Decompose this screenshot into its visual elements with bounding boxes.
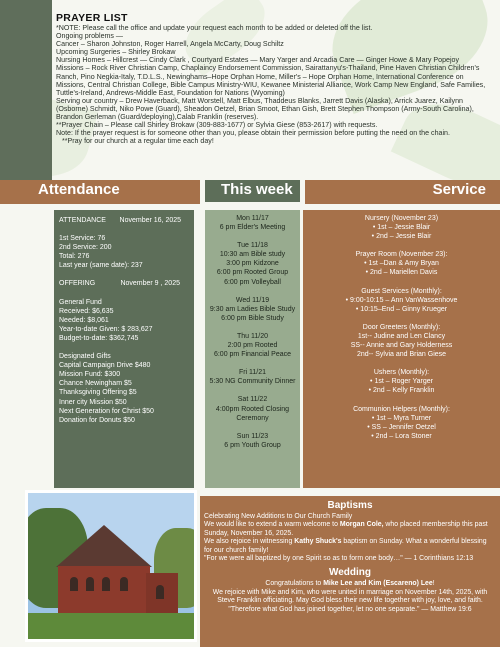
- event-day: Wed 11/19: [235, 296, 270, 304]
- service-group: [306, 405, 497, 441]
- week-event: [207, 332, 298, 359]
- event-detail: 4:00pm Rooted Closing: [215, 405, 290, 413]
- event-day: Sat 11/22: [237, 396, 268, 404]
- service-assignment: SS-- Annie and Gary Holderness: [350, 342, 453, 350]
- offering-date-line: OFFERING November 9 , 2025: [59, 280, 180, 288]
- this-week-panel: [205, 210, 300, 488]
- prayer-line: Serving our country – Drew Haverback, Matt Worstell, Matt Elbus, Thaddeus Blanks, Jarrett Davis (Alaska), Arrick Juarez, Kailynn (Osborne) Schmidt, Niko Powe (Guard), Sheadon Oetzel, Brian Smoot, Ethan Gish, Brett Stephen Thompson (Army-South Carolina), Brandon Gerleman (Guard/deploying),Calab Franklin (reserves).: [56, 96, 474, 122]
- fund-line: Year-to-date Given: $ 283,627: [59, 325, 153, 333]
- attendance-line: Total: 276: [59, 253, 90, 261]
- service-assignment: • 1st – Roger Yarger: [370, 378, 433, 386]
- prayer-list-title: PRAYER LIST: [56, 12, 128, 24]
- event-detail: 3:00 pm Kidzone: [226, 260, 279, 268]
- this-week-header: [205, 180, 300, 202]
- service-assignment: • 1st – Jessie Blair: [372, 224, 431, 232]
- week-event: [207, 296, 298, 323]
- week-event: [207, 395, 298, 422]
- fund-line: Received: $6,635: [59, 307, 114, 315]
- fund-line: Needed: $8,061: [59, 316, 109, 324]
- prayer-list-section: [56, 12, 492, 145]
- gift-line: Donation for Donuts $50: [59, 416, 135, 424]
- announcements-panel: [200, 496, 500, 647]
- event-detail: 5:30 NG Community Dinner: [209, 378, 296, 386]
- prayer-line: Ongoing problems —: [56, 32, 124, 41]
- event-day: Sun 11/23: [236, 432, 269, 440]
- gift-line: Designated Gifts: [59, 353, 111, 361]
- attendance-line: Last year (same date): 237: [59, 262, 143, 270]
- prayer-line: Cancer – Sharon Johnston, Roger Harrell, Angela McCarty, Doug Schiltz: [56, 40, 284, 49]
- attendance-line: 2nd Service: 200: [59, 244, 112, 252]
- service-panel: [303, 210, 500, 488]
- service-assignment: • 1st –Dan & Amy Bryan: [364, 260, 439, 268]
- attendance-date-line: ATTENDANCE November 16, 2025: [59, 217, 182, 224]
- gift-line: Chance Newingham $5: [59, 380, 132, 388]
- event-detail: Ceremony: [236, 414, 269, 422]
- this-week-heading: This week: [221, 181, 293, 198]
- week-event: [207, 214, 298, 232]
- service-assignment: 1st-- Judine and Len Clancy: [357, 332, 446, 340]
- general-fund: [59, 298, 189, 343]
- attendance-panel: [54, 210, 194, 488]
- service-group: [306, 368, 497, 395]
- service-assignment: • 1st – Myra Turner: [371, 414, 432, 422]
- gift-line: Mission Fund: $300: [59, 371, 121, 379]
- service-group: [306, 287, 497, 314]
- wedding-message: We rejoice with Mike and Kim, who were united in marriage on November 14th, 2025, with Steve Franklin officiating. May God bless their new life together with joy, love, and faith.: [212, 588, 488, 605]
- fund-line: Budget-to-date: $362,745: [59, 334, 139, 342]
- service-group-title: Guest Services (Monthly):: [361, 287, 442, 295]
- attendance-header: [0, 180, 200, 204]
- attendance-line: 1st Service: 76: [59, 235, 106, 243]
- event-day: Fri 11/21: [238, 369, 267, 377]
- gift-line: Next Generation for Christ $50: [59, 407, 154, 415]
- event-detail: 6:00 pm Financial Peace: [213, 351, 292, 359]
- baptisms-intro: Celebrating New Additions to Our Church Family: [204, 513, 353, 520]
- wedding-congrats: Congratulations to Mike Lee and Kim (Escareno) Lee!: [265, 580, 435, 588]
- designated-gifts: [59, 352, 189, 425]
- week-event: [207, 241, 298, 286]
- baptisms-welcome: We would like to extend a warm welcome to Morgan Cole, who placed membership this past Sunday, November 16, 2025.: [204, 521, 488, 537]
- service-group: [306, 323, 497, 359]
- service-assignment: • 2nd – Jessie Blair: [371, 233, 432, 241]
- week-event: [207, 432, 298, 450]
- event-day: Mon 11/17: [236, 215, 269, 222]
- service-assignment: • SS – Jennifer Oetzel: [367, 423, 436, 431]
- service-assignment: • 2nd – Lora Stoner: [371, 432, 432, 440]
- wedding-verse: "Therefore what God has joined together, let no one separate." — Matthew 19:6: [228, 605, 472, 613]
- baptisms-rejoice: We also rejoice in witnessing Kathy Shuck's baptism on Sunday. What a wonderful blessing for our church family!: [204, 538, 487, 554]
- prayer-line: *NOTE: Please call the office and update your request each month to be added or deleted off the list.: [56, 24, 373, 32]
- service-assignment: • 10:15–End – Ginny Krueger: [355, 305, 448, 313]
- baptisms-title: Baptisms: [327, 500, 373, 511]
- prayer-line: Upcoming Surgeries – Shirley Brokaw: [56, 48, 176, 57]
- service-assignment: • 9:00-10:15 – Ann VanWassenhove: [345, 296, 458, 304]
- event-detail: 6:00 pm Rooted Group: [216, 269, 289, 277]
- wedding-title: Wedding: [328, 567, 372, 579]
- prayer-line: **Pray for our church at a regular time each day!: [62, 137, 214, 146]
- service-group-title: Communion Helpers (Monthly):: [353, 405, 450, 413]
- service-assignment: 2nd-- Sylvia and Brian Giese: [356, 351, 447, 359]
- event-detail: 10:30 am Bible study: [219, 251, 286, 259]
- left-decorative-strip: [0, 0, 52, 180]
- service-group-title: Nursery (November 23): [364, 215, 439, 222]
- service-group-title: Ushers (Monthly):: [373, 369, 430, 377]
- church-photo: [25, 490, 197, 642]
- prayer-line: Missions – Rock River Christian Camp, Chaplaincy Endorsement Commission, Sairattanyu's-Thailand, Pine Haven Christian Children's Ranch, Pino Negkia-Italy, T.D.L.S., Newinghams–Hope Orphan Home, Miller's – Hope Orphan Home, International Conference on Missions, Central Christian College, Bible Campus Ministry-WIU, Kewanee Ministerial Alliance, Work Camp New England, Safe Families, Tuttle's-Ireland, Andrews-Middle East, Foundation for Nations (Wyoming): [56, 64, 486, 97]
- baptisms-verse: "For we were all baptized by one Spirit so as to form one body…" — 1 Corinthians 12:13: [204, 555, 474, 563]
- service-heading: Service: [432, 181, 486, 198]
- gift-line: Capital Campaign Drive $480: [59, 362, 151, 370]
- service-group: [306, 214, 497, 241]
- event-detail: 6 pm Elder's Meeting: [219, 224, 286, 232]
- gift-line: Inner city Mission $50: [59, 398, 127, 406]
- prayer-line: Note: If the prayer request is for someone other than you, please obtain their permission before putting the need on the chain.: [56, 129, 450, 138]
- attendance-stats: [59, 234, 189, 270]
- prayer-line: Nursing Homes – Hillcrest — Cindy Clark , Courtyard Estates — Mary Yarger and Arcadia Care — Ginger Howe & Mary Popejoy: [56, 56, 460, 65]
- week-event: [207, 368, 298, 386]
- service-header: [305, 180, 500, 204]
- event-detail: 9:30 am Ladies Bible Study: [209, 305, 296, 313]
- service-group-title: Prayer Room (November 23):: [355, 251, 448, 259]
- attendance-heading: Attendance: [38, 181, 120, 198]
- event-day: Thu 11/20: [236, 332, 268, 340]
- event-detail: 6:00 pm Bible Study: [221, 314, 284, 322]
- event-detail: 6 pm Youth Group: [224, 441, 281, 449]
- service-assignment: • 2nd – Mariellen Davis: [365, 269, 438, 277]
- fund-line: General Fund: [59, 298, 102, 306]
- gift-line: Thanksgiving Offering $5: [59, 389, 137, 397]
- event-detail: 6:00 pm Volleyball: [224, 278, 281, 286]
- service-group-title: Door Greeters (Monthly):: [362, 323, 441, 331]
- event-day: Tue 11/18: [237, 242, 268, 250]
- event-detail: 2:00 pm Rooted: [227, 342, 278, 350]
- service-assignment: • 2nd – Kelly Franklin: [368, 387, 435, 395]
- service-group: [306, 250, 497, 277]
- prayer-line: **Prayer Chain – Please call Shirley Brokaw (309-883-1677) or Sylvia Giese (853-2617) with requests.: [56, 121, 378, 130]
